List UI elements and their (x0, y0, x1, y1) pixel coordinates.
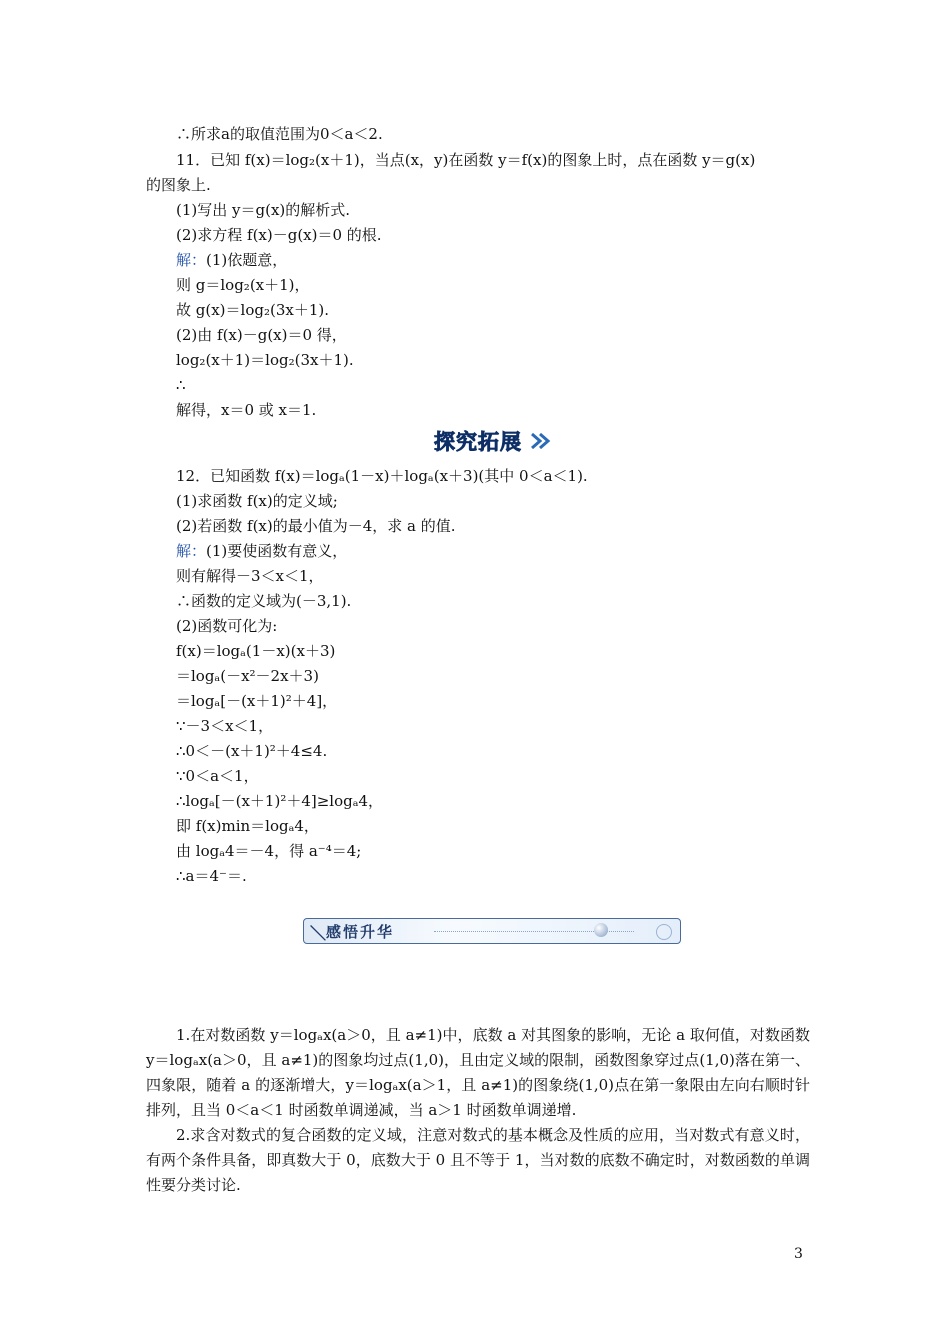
text-line: 则有解得－3＜x＜1， (176, 567, 324, 585)
text-line: (2)求方程 f(x)－g(x)＝0 的根. (176, 226, 382, 244)
circle-icon (656, 924, 672, 940)
text-line: 故 g(x)＝log₂(3x＋1). (176, 301, 329, 319)
text-line: (1)要使函数有意义， (206, 542, 348, 560)
text-line: (2)函数可化为: (176, 617, 278, 635)
solution-label: 解： (176, 542, 207, 560)
text-line: ＝logₐ[－(x＋1)²＋4]， (176, 692, 338, 710)
text-line: (1)写出 y＝g(x)的解析式. (176, 201, 351, 219)
text-line: (1)求函数 f(x)的定义域; (176, 492, 338, 510)
problem-11: 11．已知 f(x)＝log₂(x＋1)，当点(x，y)在函数 y＝f(x)的图象上时，点在函数 y＝g(x) (176, 151, 756, 169)
text-line: log₂(x＋1)＝log₂(3x＋1). (176, 351, 354, 369)
text-line: (1)依题意， (206, 251, 288, 269)
text-line: ∵0＜a＜1， (176, 767, 259, 785)
solution-12-start (176, 541, 347, 561)
text-line: ∴ (176, 376, 186, 394)
summary-paragraph: 1.在对数函数 y＝logₐx(a＞0，且 a≠1)中，底数 a 对其图象的影响，无论 a 取何值，对数函数 y＝logₐx(a＞0，且 a≠1)的图象均过点(1,0)，且由定义域的限制，函数图象穿过点(1,0)落在第一、四象限，随着 a 的逐渐增大，y＝logₐx(a＞1，且 a≠1)的图象绕(1,0)点在第一象限由左向右顺时针排列，且当 0＜a＜1 时函数单调递减，当 a＞1 时函数单调递增. (146, 1026, 810, 1119)
summary-paragraph: 2.求含对数式的复合函数的定义域，注意对数式的基本概念及性质的应用，当对数式有意义时，有两个条件具备，即真数大于 0，底数大于 0 且不等于 1，当对数的底数不确定时，对数函数的单调性要分类讨论. (146, 1126, 810, 1194)
summary-banner (303, 918, 681, 944)
summary-section (146, 1023, 810, 1198)
chevron-right-icon (532, 434, 540, 448)
problem-12: 12．已知函数 f(x)＝logₐ(1－x)＋logₐ(x＋3)(其中 0＜a＜1). (176, 467, 588, 485)
slash-icon: ＼ (310, 924, 327, 943)
text-line: 即 f(x)min＝logₐ4， (176, 817, 319, 835)
text-line: ∵－3＜x＜1， (176, 717, 274, 735)
solution-label: 解： (176, 251, 207, 269)
text-line: ∴a＝4⁻＝. (176, 867, 247, 885)
explore-banner (428, 424, 554, 458)
text-line: 的图象上. (146, 176, 211, 194)
explore-banner-text: 探究拓展 (434, 430, 522, 454)
text-line: ∴所求a的取值范围为0＜a＜2. (176, 125, 383, 143)
text-line: ＝logₐ(－x²－2x＋3) (176, 667, 319, 685)
text-line: f(x)＝logₐ(1－x)(x＋3) (176, 642, 336, 660)
explore-banner-graphic (428, 424, 554, 458)
globe-icon (594, 923, 608, 937)
solution-11-start (176, 250, 287, 270)
text-line: ∴函数的定义域为(－3,1). (176, 592, 352, 610)
text-line: 解得，x＝0 或 x＝1. (176, 401, 317, 419)
text-line: ∴0＜－(x＋1)²＋4≤4. (176, 742, 328, 760)
text-line: 由 logₐ4＝－4，得 a⁻⁴＝4; (176, 842, 362, 860)
page-number: 3 (794, 1246, 803, 1262)
text-line: ∴logₐ[－(x＋1)²＋4]≥logₐ4， (176, 792, 384, 810)
text-line: 则 g＝log₂(x＋1)， (176, 276, 310, 294)
summary-banner-text: 感悟升华 (326, 923, 395, 941)
text-line: (2)若函数 f(x)的最小值为－4，求 a 的值. (176, 517, 456, 535)
text-line: (2)由 f(x)－g(x)＝0 得， (176, 326, 347, 344)
